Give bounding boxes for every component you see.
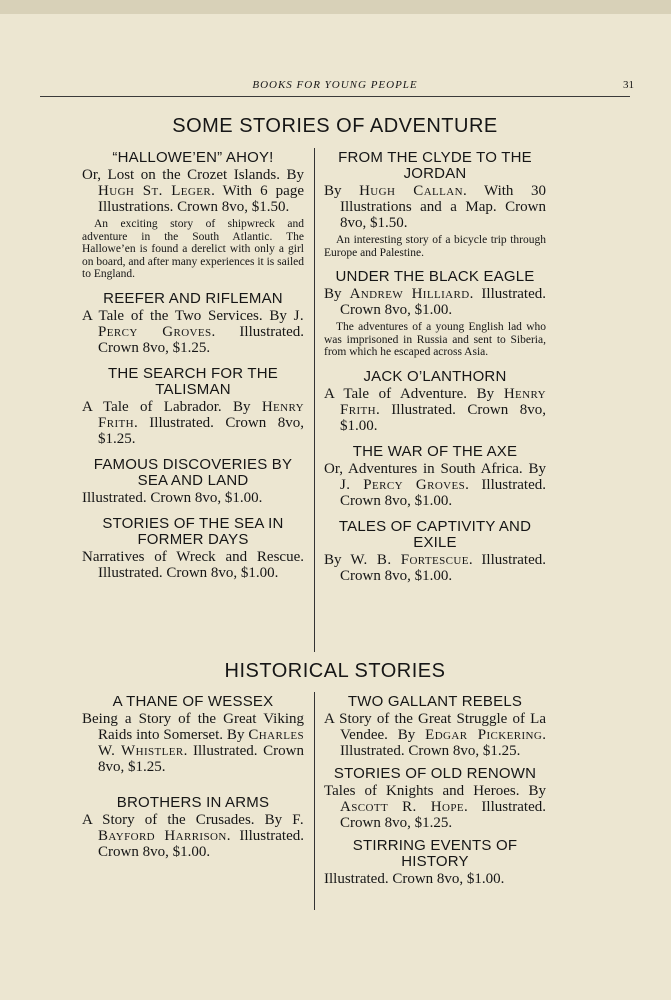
- book-author: Hugh Callan: [359, 183, 463, 199]
- book-title: THE SEARCH FOR THE TALISMAN: [107, 364, 278, 398]
- book-entry: [82, 795, 304, 860]
- column-divider: [314, 148, 315, 652]
- book-entry: [324, 838, 546, 887]
- book-title: JACK O’LANTHORN: [363, 367, 507, 385]
- book-title: THE WAR OF THE AXE: [352, 442, 518, 460]
- book-author: J. Percy Groves: [340, 476, 466, 493]
- book-author: Hugh St. Leger: [98, 183, 212, 199]
- book-details: By W. B. Fortescue. Illustrated. Crown 8vo, $1.00.: [324, 551, 546, 584]
- column-divider: [314, 692, 315, 910]
- book-details: Being a Story of the Great Viking Raids into Somerset. By Charles W. Whistler. Illustrated. Crown 8vo, $1.25.: [82, 711, 304, 775]
- book-entry: [324, 269, 546, 359]
- book-title: STIRRING EVENTS OF HISTORY: [352, 837, 518, 870]
- book-details: Illustrated. Crown 8vo, $1.00.: [324, 871, 505, 887]
- book-details: A Tale of the Two Services. By J. Percy Groves. Illustrated. Crown 8vo, $1.25.: [82, 307, 304, 356]
- book-entry: [324, 519, 546, 584]
- book-title: FAMOUS DISCOVERIES BY SEA AND LAND: [93, 455, 293, 489]
- book-entry: [324, 444, 546, 509]
- book-title: FROM THE CLYDE TO THE JORDAN: [338, 150, 532, 182]
- book-entry: [82, 291, 304, 356]
- book-author: Andrew Hilliard: [349, 286, 470, 302]
- adventure-right-column: [324, 150, 546, 655]
- book-title: TALES OF CAPTIVITY AND EXILE: [338, 517, 532, 551]
- book-entry: [324, 766, 546, 831]
- book-details: Illustrated. Crown 8vo, $1.00.: [82, 489, 263, 506]
- book-details: A Tale of Labrador. By Henry Frith. Illustrated. Crown 8vo, $1.25.: [82, 398, 304, 447]
- section-title-historical: HISTORICAL STORIES: [224, 660, 446, 682]
- book-author: F. Bayford Harrison: [98, 812, 304, 844]
- book-details: Narratives of Wreck and Rescue. Illustrated. Crown 8vo, $1.00.: [82, 548, 304, 581]
- book-entry: [82, 516, 304, 581]
- book-details: Tales of Knights and Heroes. By Ascott R. Hope. Illustrated. Crown 8vo, $1.25.: [324, 783, 546, 831]
- book-author: Charles W. Whistler: [98, 727, 304, 759]
- book-entry: [82, 150, 304, 281]
- book-author: J. Percy Groves: [98, 307, 304, 340]
- book-entry: [82, 366, 304, 447]
- book-entry: [324, 369, 546, 434]
- page-number: 31: [623, 79, 634, 91]
- book-details: Or, Lost on the Crozet Islands. By Hugh St. Leger. With 6 page Illustrations. Crown 8vo, $1.50.: [82, 167, 304, 215]
- book-author: Henry Frith: [98, 398, 304, 431]
- book-details: A Story of the Crusades. By F. Bayford Harrison. Illustrated. Crown 8vo, $1.00.: [82, 812, 304, 860]
- book-author: W. B. Fortescue: [350, 551, 469, 568]
- book-entry: [82, 457, 304, 506]
- historical-left-column: [82, 694, 304, 914]
- section-title-adventure: SOME STORIES OF ADVENTURE: [172, 115, 498, 137]
- book-title: “HALLOWE’EN” AHOY!: [112, 150, 274, 166]
- book-title: UNDER THE BLACK EAGLE: [335, 268, 535, 285]
- book-entry: [324, 694, 546, 759]
- book-author: Henry Frith: [340, 385, 546, 418]
- book-title: REEFER AND RIFLEMAN: [103, 289, 283, 307]
- book-title: BROTHERS IN ARMS: [116, 794, 270, 811]
- adventure-left-column: [82, 150, 304, 655]
- book-details: By Andrew Hilliard. Illustrated. Crown 8vo, $1.00.: [324, 286, 546, 318]
- book-title: A THANE OF WESSEX: [112, 694, 274, 710]
- book-entry: [82, 694, 304, 775]
- book-entry: [324, 150, 546, 259]
- book-details: A Tale of Adventure. By Henry Frith. Illustrated. Crown 8vo, $1.00.: [324, 385, 546, 434]
- book-description: The adventures of a young English lad who was imprisoned in Russia and sent to Siberia, from which he escaped across Asia.: [324, 321, 546, 358]
- book-title: STORIES OF OLD RENOWN: [333, 765, 537, 782]
- page-top-edge: [0, 0, 671, 14]
- book-details: By Hugh Callan. With 30 Illustrations and a Map. Crown 8vo, $1.50.: [324, 183, 546, 231]
- book-details: A Story of the Great Struggle of La Vendee. By Edgar Pickering. Illustrated. Crown 8vo, $1.25.: [324, 711, 546, 759]
- running-head: [40, 78, 634, 97]
- book-title: TWO GALLANT REBELS: [347, 694, 523, 710]
- book-title: STORIES OF THE SEA IN FORMER DAYS: [102, 514, 284, 548]
- book-description: An exciting story of shipwreck and adventure in the South Atlantic. The Hallowe’en is found a derelict with only a girl on board, and after many experiences it is sailed to England.: [82, 218, 304, 280]
- book-author: Ascott R. Hope: [340, 799, 464, 815]
- running-head-title: BOOKS FOR YOUNG PEOPLE: [252, 79, 418, 91]
- historical-right-column: [324, 694, 546, 914]
- book-details: Or, Adventures in South Africa. By J. Percy Groves. Illustrated. Crown 8vo, $1.00.: [324, 460, 546, 509]
- book-author: Edgar Pickering: [425, 727, 543, 743]
- book-description: An interesting story of a bicycle trip through Europe and Palestine.: [324, 234, 546, 259]
